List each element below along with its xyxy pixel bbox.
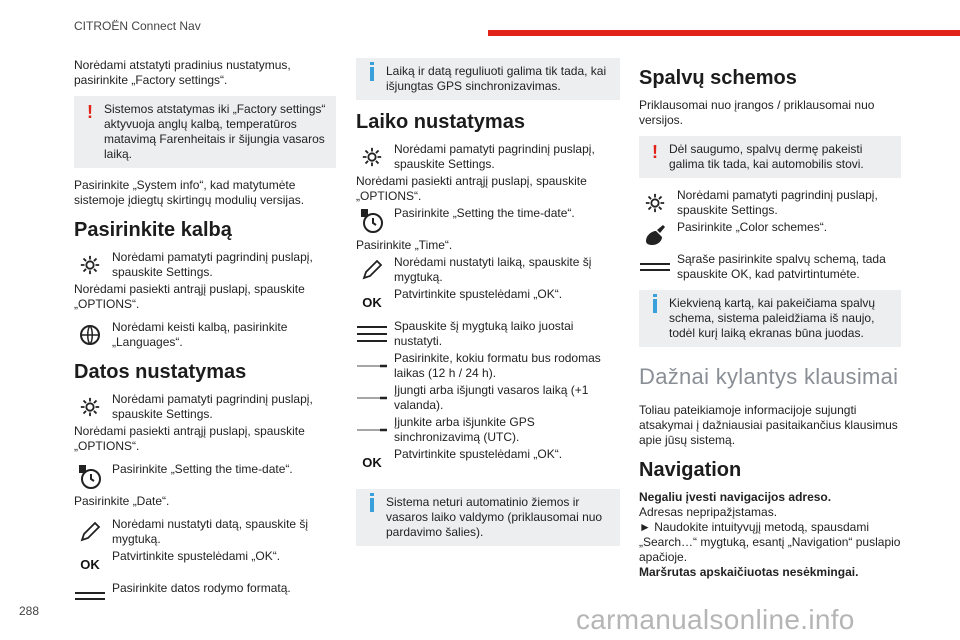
step-text: Patvirtinkite spustelėdami „OK“. xyxy=(112,549,281,563)
scheme-step-color xyxy=(639,220,901,250)
gear-icon xyxy=(356,142,388,172)
time-heading: Laiko nustatymas xyxy=(356,111,525,133)
color-scheme-heading: Spalvų schemos xyxy=(639,67,797,89)
warning-icon: ! xyxy=(652,142,658,162)
nav-question: Maršrutas apskaičiuotas nesėkmingai. xyxy=(639,565,859,579)
column-right xyxy=(639,56,901,580)
info-text: Kiekvieną kartą, kai pakeičiama spalvų schema, sistema paleidžiama iš naujo, todėl kurį laiką ekranas būna juodas. xyxy=(669,296,876,340)
gear-icon xyxy=(639,188,671,218)
column-middle xyxy=(356,56,620,556)
format-bar-icon xyxy=(74,581,106,611)
info-icon xyxy=(370,62,374,65)
ok-icon: OK xyxy=(362,294,382,310)
options-text: Norėdami pasiekti antrąjį puslapį, spauskite „OPTIONS“. xyxy=(74,424,305,453)
watermark: carmanualsonline.info xyxy=(576,604,855,635)
step-text: Pasirinkite datos rodymo formatą. xyxy=(112,581,291,595)
step-text: Įjunkite arba išjunkite GPS sinchronizavimą (UTC). xyxy=(394,415,535,444)
warning-text: Sistemos atstatymas iki „Factory settings“ aktyvuoja anglų kalbą, temperatūros matavimą Farenheitais ir šijungia vasaros laiką. xyxy=(104,102,326,161)
nav-question: Negaliu įvesti navigacijos adreso. xyxy=(639,490,832,504)
language-heading: Pasirinkite kalbą xyxy=(74,219,232,241)
clock-icon xyxy=(74,462,106,492)
scheme-step-list xyxy=(639,252,901,282)
step-text: Norėdami pamatyti pagrindinį puslapį, spauskite Settings. xyxy=(394,142,595,171)
time-step-gps xyxy=(356,415,620,445)
navigation-heading: Navigation xyxy=(639,459,742,481)
info-icon xyxy=(370,493,374,496)
time-step-time-date xyxy=(356,206,620,236)
ok-icon: OK xyxy=(80,556,100,572)
info-note xyxy=(356,58,620,100)
info-icon xyxy=(653,294,657,297)
header-accent-bar xyxy=(488,30,960,36)
step-text: Norėdami nustatyti datą, spauskite šį mygtuką. xyxy=(112,517,309,546)
pencil-icon xyxy=(74,517,106,547)
info-text: Sistema neturi automatinio žiemos ir vasaros laiko valdymo (priklausomai nuo pardavimo šalies). xyxy=(386,495,603,539)
step-text: Norėdami pamatyti pagrindinį puslapį, spauskite Settings. xyxy=(677,188,878,217)
toggle-line-icon xyxy=(356,415,388,445)
date-step-time-date xyxy=(74,462,336,492)
language-step-languages xyxy=(74,320,336,350)
warning-icon: ! xyxy=(87,102,93,122)
step-text: Norėdami nustatyti laiką, spauskite šį mygtuką. xyxy=(394,255,592,284)
step-text: Patvirtinkite spustelėdami „OK“. xyxy=(394,447,563,461)
step-text: Norėdami pamatyti pagrindinį puslapį, spauskite Settings. xyxy=(112,392,313,421)
column-left xyxy=(74,58,336,613)
warning-text: Dėl saugumo, spalvų dermę pakeisti galima tik tada, kai automobilis stovi. xyxy=(669,142,864,171)
step-text: Spauskite šį mygtuką laiko juostai nustatyti. xyxy=(394,319,574,348)
step-text: Sąraše pasirinkite spalvų schemą, tada spauskite OK, kad patvirtintumėte. xyxy=(677,252,886,281)
time-step-ok-final xyxy=(356,447,620,477)
options-text: Norėdami pasiekti antrąjį puslapį, spauskite „OPTIONS“. xyxy=(356,174,587,203)
time-step-summer xyxy=(356,383,620,413)
date-heading: Datos nustatymas xyxy=(74,361,247,383)
date-step-settings xyxy=(74,392,336,422)
language-step-settings xyxy=(74,250,336,280)
nav-solution: ► Naudokite intuityvųjį metodą, spausdami „Search…“ mygtuką, esantį „Navigation“ puslapio apačioje. xyxy=(639,520,901,564)
warning-note xyxy=(74,96,336,168)
step-text: Pasirinkite „Setting the time-date“. xyxy=(112,462,293,476)
date-select-text: Pasirinkite „Date“. xyxy=(74,494,170,508)
menu-icon xyxy=(356,319,388,349)
step-text: Pasirinkite, kokiu formatu bus rodomas laikas (12 h / 24 h). xyxy=(394,351,601,380)
step-text: Pasirinkite „Setting the time-date“. xyxy=(394,206,575,220)
language-icon xyxy=(74,320,106,350)
pencil-icon xyxy=(356,255,388,285)
ok-icon: OK xyxy=(362,454,382,470)
date-step-edit xyxy=(74,517,336,547)
gear-icon xyxy=(74,250,106,280)
nav-answer: Adresas nepripažįstamas. xyxy=(639,505,778,519)
info-note xyxy=(639,290,901,347)
time-step-format xyxy=(356,351,620,381)
toggle-line-icon xyxy=(356,383,388,413)
time-step-zone xyxy=(356,319,620,349)
info-text: Laiką ir datą reguliuoti galima tik tada, kai išjungtas GPS sinchronizavimas. xyxy=(386,64,607,93)
faq-intro: Toliau pateikiamoje informacijoje sujungti atsakymai į dažniausiai pasitaikančius klausimus apie jūsų sistemą. xyxy=(639,403,898,447)
format-bar-icon xyxy=(639,252,671,282)
color-scheme-intro: Priklausomai nuo įrangos / priklausomai nuo versijos. xyxy=(639,98,875,127)
factory-settings-intro: Norėdami atstatyti pradinius nustatymus, pasirinkite „Factory settings“. xyxy=(74,58,291,87)
step-text: Norėdami keisti kalbą, pasirinkite „Languages“. xyxy=(112,320,288,349)
step-text: Patvirtinkite spustelėdami „OK“. xyxy=(394,287,563,301)
info-note xyxy=(356,489,620,546)
gear-icon xyxy=(74,392,106,422)
faq-heading: Dažnai kylantys klausimai xyxy=(639,364,899,389)
clock-icon xyxy=(356,206,388,236)
step-text: Pasirinkite „Color schemes“. xyxy=(677,220,828,234)
palette-icon xyxy=(639,220,671,250)
step-text: Įjungti arba išjungti vasaros laiką (+1 valanda). xyxy=(394,383,589,412)
scheme-step-settings xyxy=(639,188,901,218)
date-step-ok xyxy=(74,549,336,579)
time-step-ok xyxy=(356,287,620,317)
header-title: CITROËN Connect Nav xyxy=(74,19,201,33)
date-step-format xyxy=(74,581,336,611)
time-step-settings xyxy=(356,142,620,172)
toggle-line-icon xyxy=(356,351,388,381)
page-number: 288 xyxy=(19,604,40,618)
time-step-edit xyxy=(356,255,620,285)
options-text: Norėdami pasiekti antrąjį puslapį, spauskite „OPTIONS“. xyxy=(74,282,305,311)
time-select-text: Pasirinkite „Time“. xyxy=(356,238,453,252)
warning-note xyxy=(639,136,901,178)
system-info-text: Pasirinkite „System info“, kad matytumėte sistemoje įdiegtų skirtingų modulių versijas. xyxy=(74,178,305,207)
step-text: Norėdami pamatyti pagrindinį puslapį, spauskite Settings. xyxy=(112,250,313,279)
